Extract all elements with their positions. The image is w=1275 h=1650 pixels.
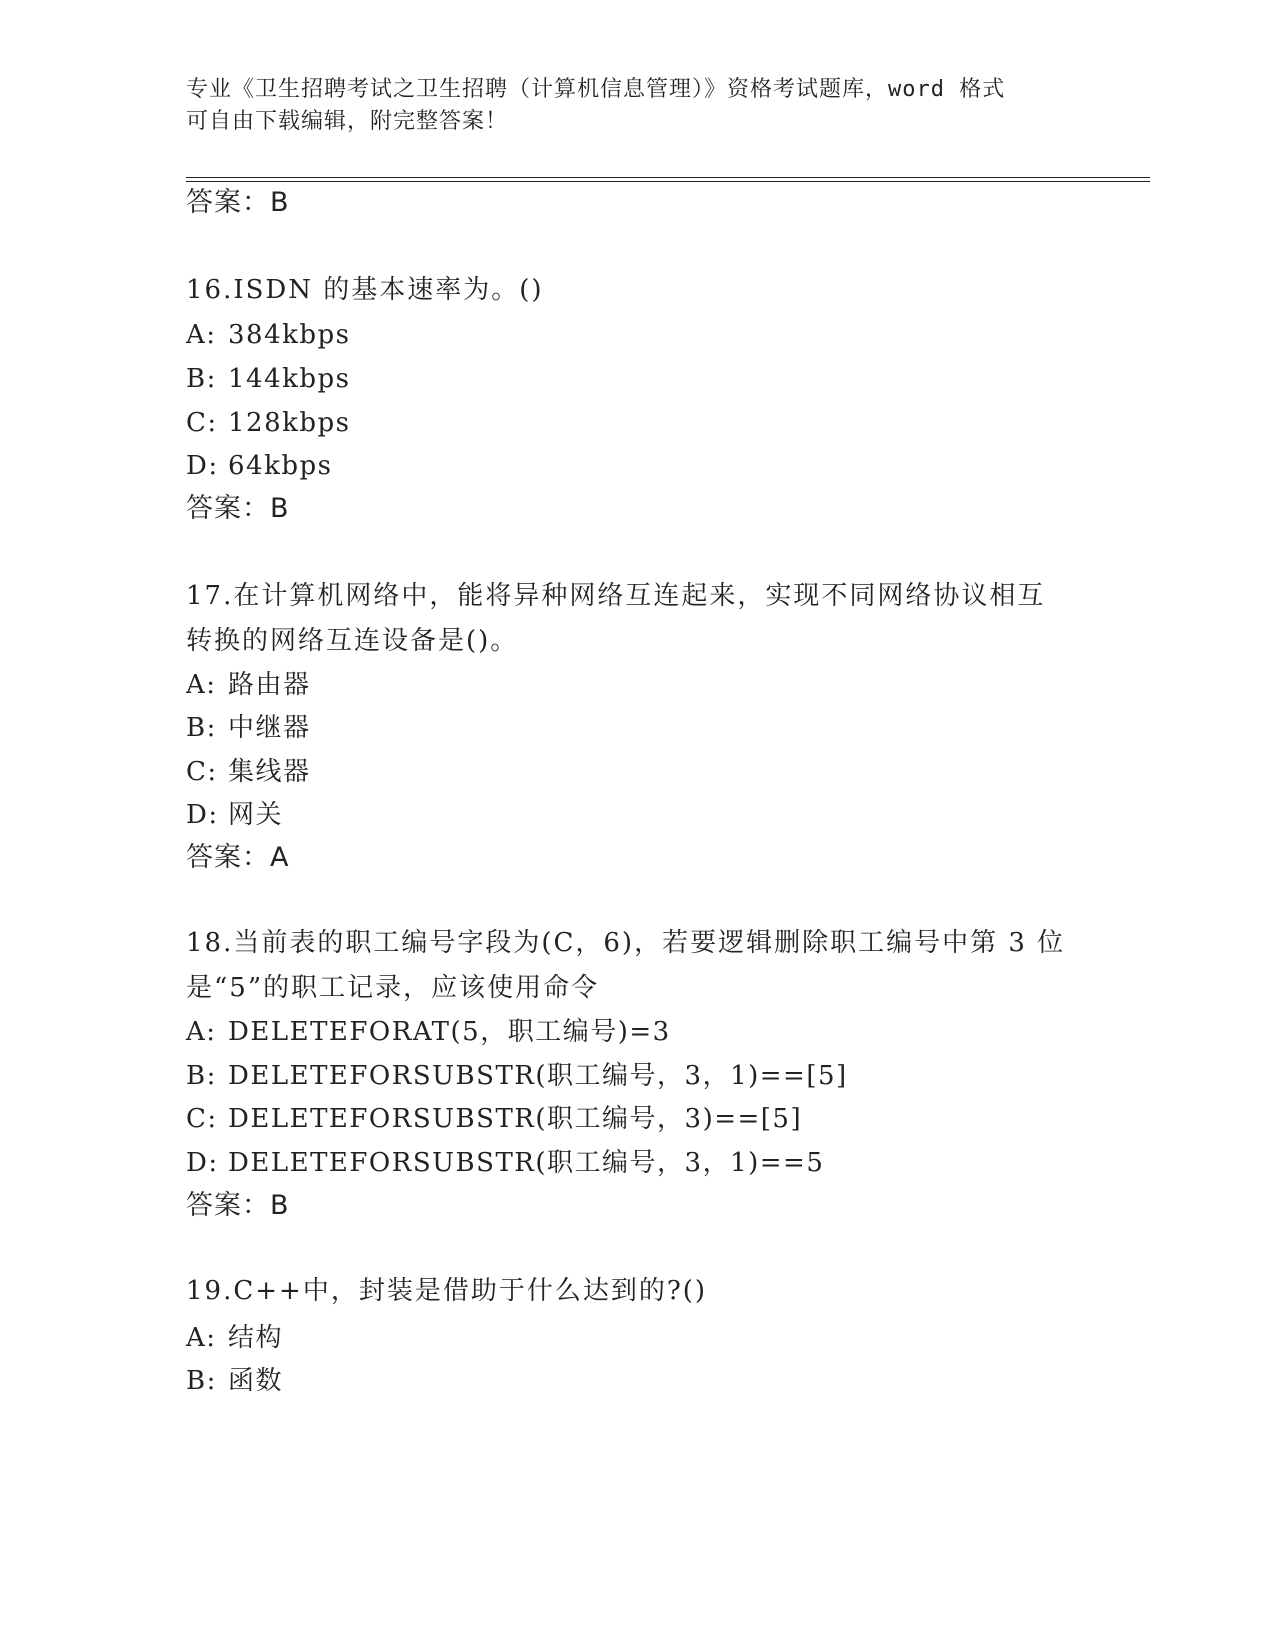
question-18-option-a	[186, 1015, 671, 1049]
question-17-option-d	[186, 798, 283, 832]
question-17-option-c	[186, 755, 311, 789]
option-text: 384kbps	[228, 320, 351, 350]
question-16-answer: 答案：B	[186, 493, 290, 524]
option-text: 64kbps	[228, 451, 333, 481]
question-16-text: 16.ISDN 的基本速率为。()	[186, 275, 544, 305]
question-19-text: 19.C++中，封装是借助于什么达到的?()	[186, 1276, 708, 1306]
question-19	[186, 1269, 1086, 1314]
header-divider-top	[186, 177, 1150, 178]
option-label: B:	[186, 364, 217, 394]
option-label: D:	[186, 451, 219, 481]
option-text: 128kbps	[228, 408, 351, 438]
question-17-option-b	[186, 711, 311, 745]
question-19-option-b	[186, 1364, 283, 1398]
option-label: B:	[186, 1366, 217, 1396]
question-18	[186, 921, 1086, 1011]
question-16	[186, 268, 1086, 313]
option-label: C:	[186, 1104, 218, 1134]
header-divider-bottom	[186, 181, 1150, 182]
question-16-option-c	[186, 406, 351, 440]
question-17-answer: 答案：A	[186, 842, 290, 873]
question-18-option-d	[186, 1146, 824, 1180]
question-17-text-line-1: 17.在计算机网络中，能将异种网络互连起来，实现不同网络协议相互	[186, 581, 1046, 611]
option-label: C:	[186, 757, 218, 787]
question-18-text-line-2: 是“5”的职工记录，应该使用命令	[186, 973, 600, 1003]
option-label: A:	[186, 320, 217, 350]
option-label: D:	[186, 1148, 219, 1178]
document-header	[186, 74, 1086, 138]
header-line-2: 可自由下载编辑，附完整答案！	[186, 109, 509, 134]
option-label: B:	[186, 1061, 217, 1091]
option-text: 144kbps	[228, 364, 351, 394]
option-text: 结构	[228, 1323, 284, 1353]
question-16-option-b	[186, 362, 351, 396]
answer-previous: 答案：B	[186, 187, 290, 218]
option-text: DELETEFORSUBSTR(职工编号，3，1)==5	[228, 1148, 825, 1178]
question-17-option-a	[186, 668, 311, 702]
option-label: A:	[186, 1323, 217, 1353]
option-text: 集线器	[228, 757, 311, 787]
option-text: 网关	[228, 800, 284, 830]
question-19-option-a	[186, 1321, 283, 1355]
question-16-option-d	[186, 449, 332, 483]
header-line-1: 专业《卫生招聘考试之卫生招聘（计算机信息管理）》资格考试题库，word 格式	[186, 77, 1006, 102]
option-label: A:	[186, 670, 217, 700]
question-17	[186, 574, 1086, 664]
option-text: DELETEFORSUBSTR(职工编号，3)==[5]	[228, 1104, 803, 1134]
option-text: 函数	[228, 1366, 284, 1396]
option-text: DELETEFORAT(5，职工编号)=3	[228, 1017, 671, 1047]
question-16-option-a	[186, 318, 351, 352]
option-text: DELETEFORSUBSTR(职工编号，3，1)==[5]	[228, 1061, 848, 1091]
option-label: B:	[186, 713, 217, 743]
option-label: C:	[186, 408, 218, 438]
option-text: 中继器	[228, 713, 311, 743]
option-label: D:	[186, 800, 219, 830]
question-17-text-line-2: 转换的网络互连设备是()。	[186, 626, 519, 656]
question-18-answer: 答案：B	[186, 1190, 290, 1221]
question-18-option-c	[186, 1102, 802, 1136]
option-text: 路由器	[228, 670, 311, 700]
question-18-text-line-1: 18.当前表的职工编号字段为(C，6)，若要逻辑删除职工编号中第 3 位	[186, 928, 1066, 958]
option-label: A:	[186, 1017, 217, 1047]
question-18-option-b	[186, 1059, 848, 1093]
